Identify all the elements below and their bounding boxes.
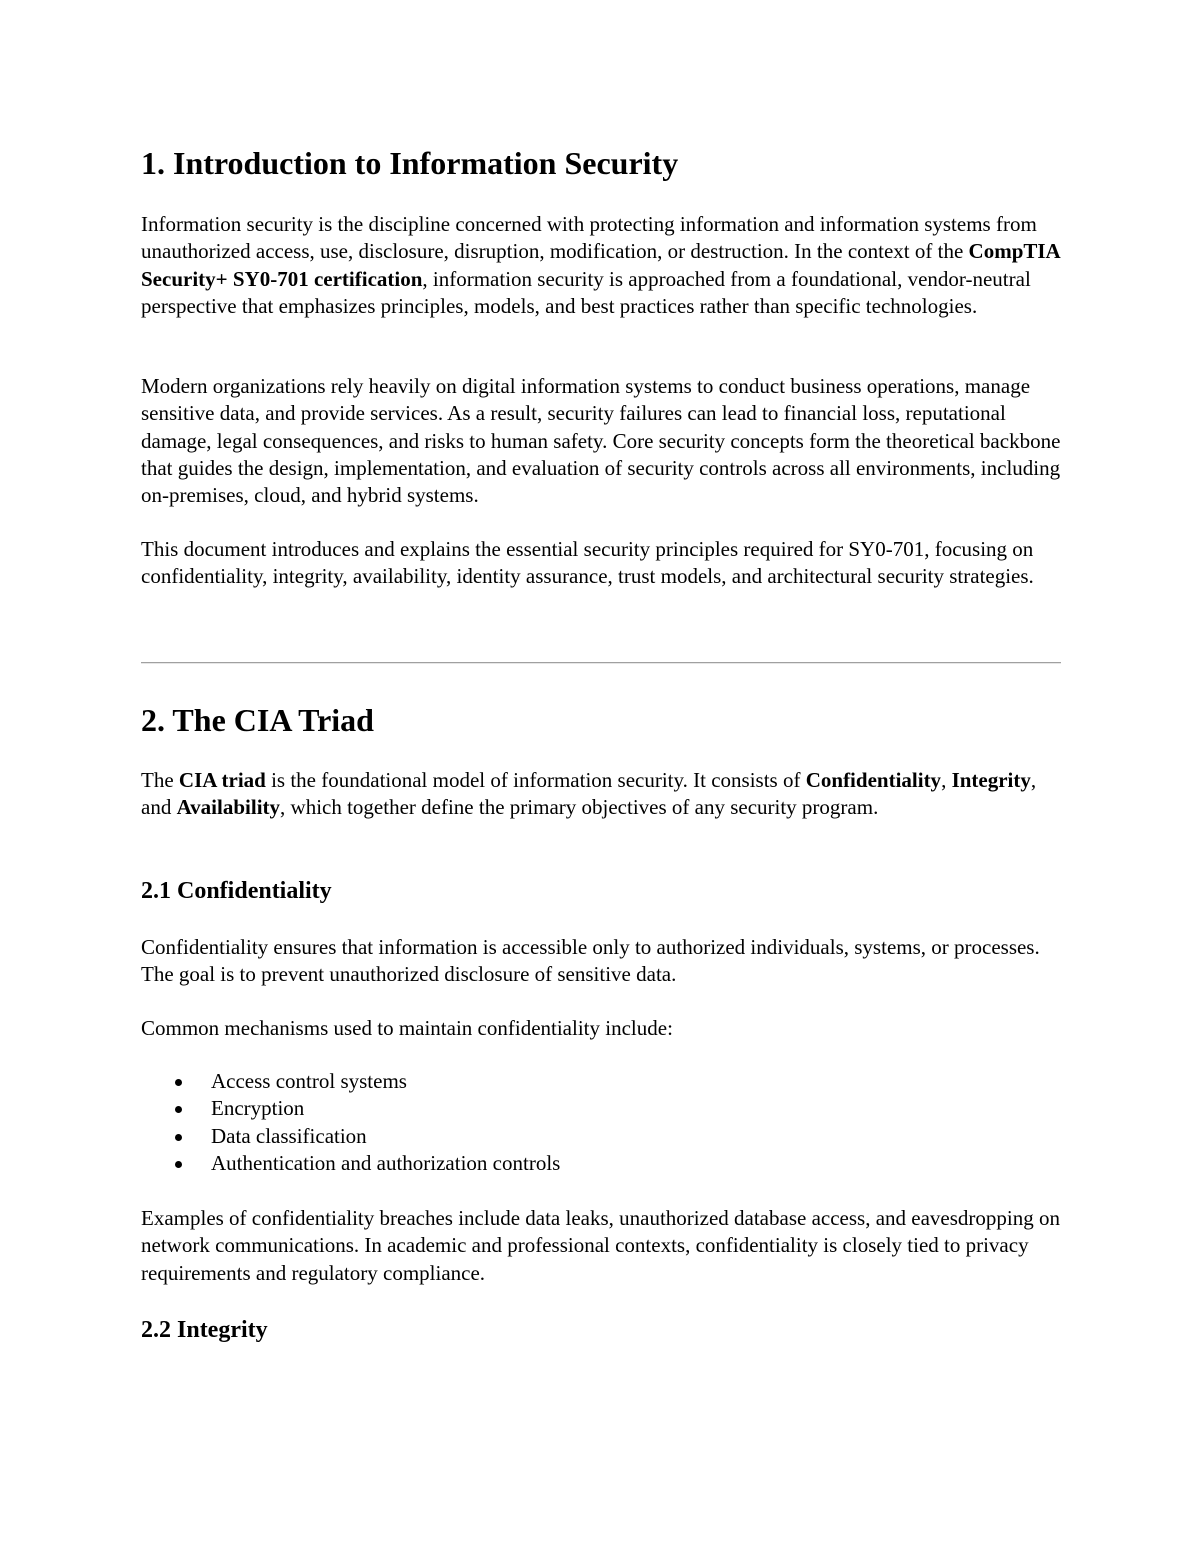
list-item bbox=[141, 1095, 1061, 1122]
section-2-intro bbox=[141, 767, 1061, 822]
subsection-2-1-paragraph-3: Examples of confidentiality breaches include data leaks, unauthorized database access, and eavesdropping on network communications. In academic and professional contexts, confidentiality is closely tied to privacy requirements and regulatory compliance. bbox=[141, 1206, 1060, 1285]
bold-certification-name: CompTIA Security+ SY0-701 certification bbox=[141, 239, 1060, 291]
bold-term: Integrity bbox=[951, 768, 1031, 792]
subsection-2-2-heading: 2.2 Integrity bbox=[141, 1317, 268, 1343]
list-item bbox=[141, 1150, 1061, 1177]
section-1-heading: 1. Introduction to Information Security bbox=[141, 145, 679, 181]
list-item-text: Data classification bbox=[211, 1123, 367, 1148]
bold-term: Confidentiality bbox=[805, 768, 942, 792]
section-divider bbox=[141, 662, 1061, 664]
paragraph-text: , bbox=[941, 768, 952, 792]
bold-term: CIA triad bbox=[178, 768, 266, 792]
paragraph-text: , and bbox=[141, 768, 1037, 820]
section-2-heading: 2. The CIA Triad bbox=[141, 702, 374, 738]
paragraph-text: Information security is the discipline concerned with protecting information and information systems from unauthorized access, use, disclosure, disruption, modification, or destruction. In the context of the bbox=[141, 212, 1037, 264]
list-item bbox=[141, 1068, 1061, 1095]
bullet-icon bbox=[175, 1134, 182, 1141]
list-item bbox=[141, 1123, 1061, 1150]
subsection-2-1-heading: 2.1 Confidentiality bbox=[141, 878, 332, 904]
paragraph-text: is the foundational model of information security. It consists of bbox=[265, 768, 806, 792]
confidentiality-mechanisms-list bbox=[141, 1068, 1061, 1177]
bullet-icon bbox=[175, 1079, 182, 1086]
section-1-paragraph-3: This document introduces and explains the essential security principles required for SY0-701, focusing on confidentiality, integrity, availability, identity assurance, trust models, and architectural security strategies. bbox=[141, 537, 1034, 589]
paragraph-text: The bbox=[141, 768, 179, 792]
section-1-paragraph-2: Modern organizations rely heavily on digital information systems to conduct business operations, manage sensitive data, and provide services. As a result, security failures can lead to financial loss, reputational damage, legal consequences, and risks to human safety. Core security concepts form the theoretical backbone that guides the design, implementation, and evaluation of security controls across all environments, including on-premises, cloud, and hybrid systems. bbox=[141, 374, 1061, 508]
section-1-paragraph-1 bbox=[141, 211, 1061, 320]
bullet-icon bbox=[175, 1161, 182, 1168]
subsection-2-1-paragraph-1: Confidentiality ensures that information is accessible only to authorized individuals, systems, or processes. The goal is to prevent unauthorized disclosure of sensitive data. bbox=[141, 935, 1040, 987]
bold-term: Availability bbox=[176, 795, 281, 820]
list-item-text: Encryption bbox=[211, 1096, 305, 1121]
subsection-2-1-paragraph-2: Common mechanisms used to maintain confidentiality include: bbox=[141, 1016, 673, 1040]
list-item-text: Authentication and authorization controls bbox=[211, 1150, 561, 1175]
bullet-icon bbox=[175, 1106, 182, 1113]
paragraph-text: , which together define the primary objectives of any security program. bbox=[280, 795, 879, 820]
paragraph-text: , information security is approached from a foundational, vendor-neutral perspective that emphasizes principles, models, and best practices rather than specific technologies. bbox=[141, 266, 1031, 318]
list-item-text: Access control systems bbox=[211, 1069, 407, 1093]
